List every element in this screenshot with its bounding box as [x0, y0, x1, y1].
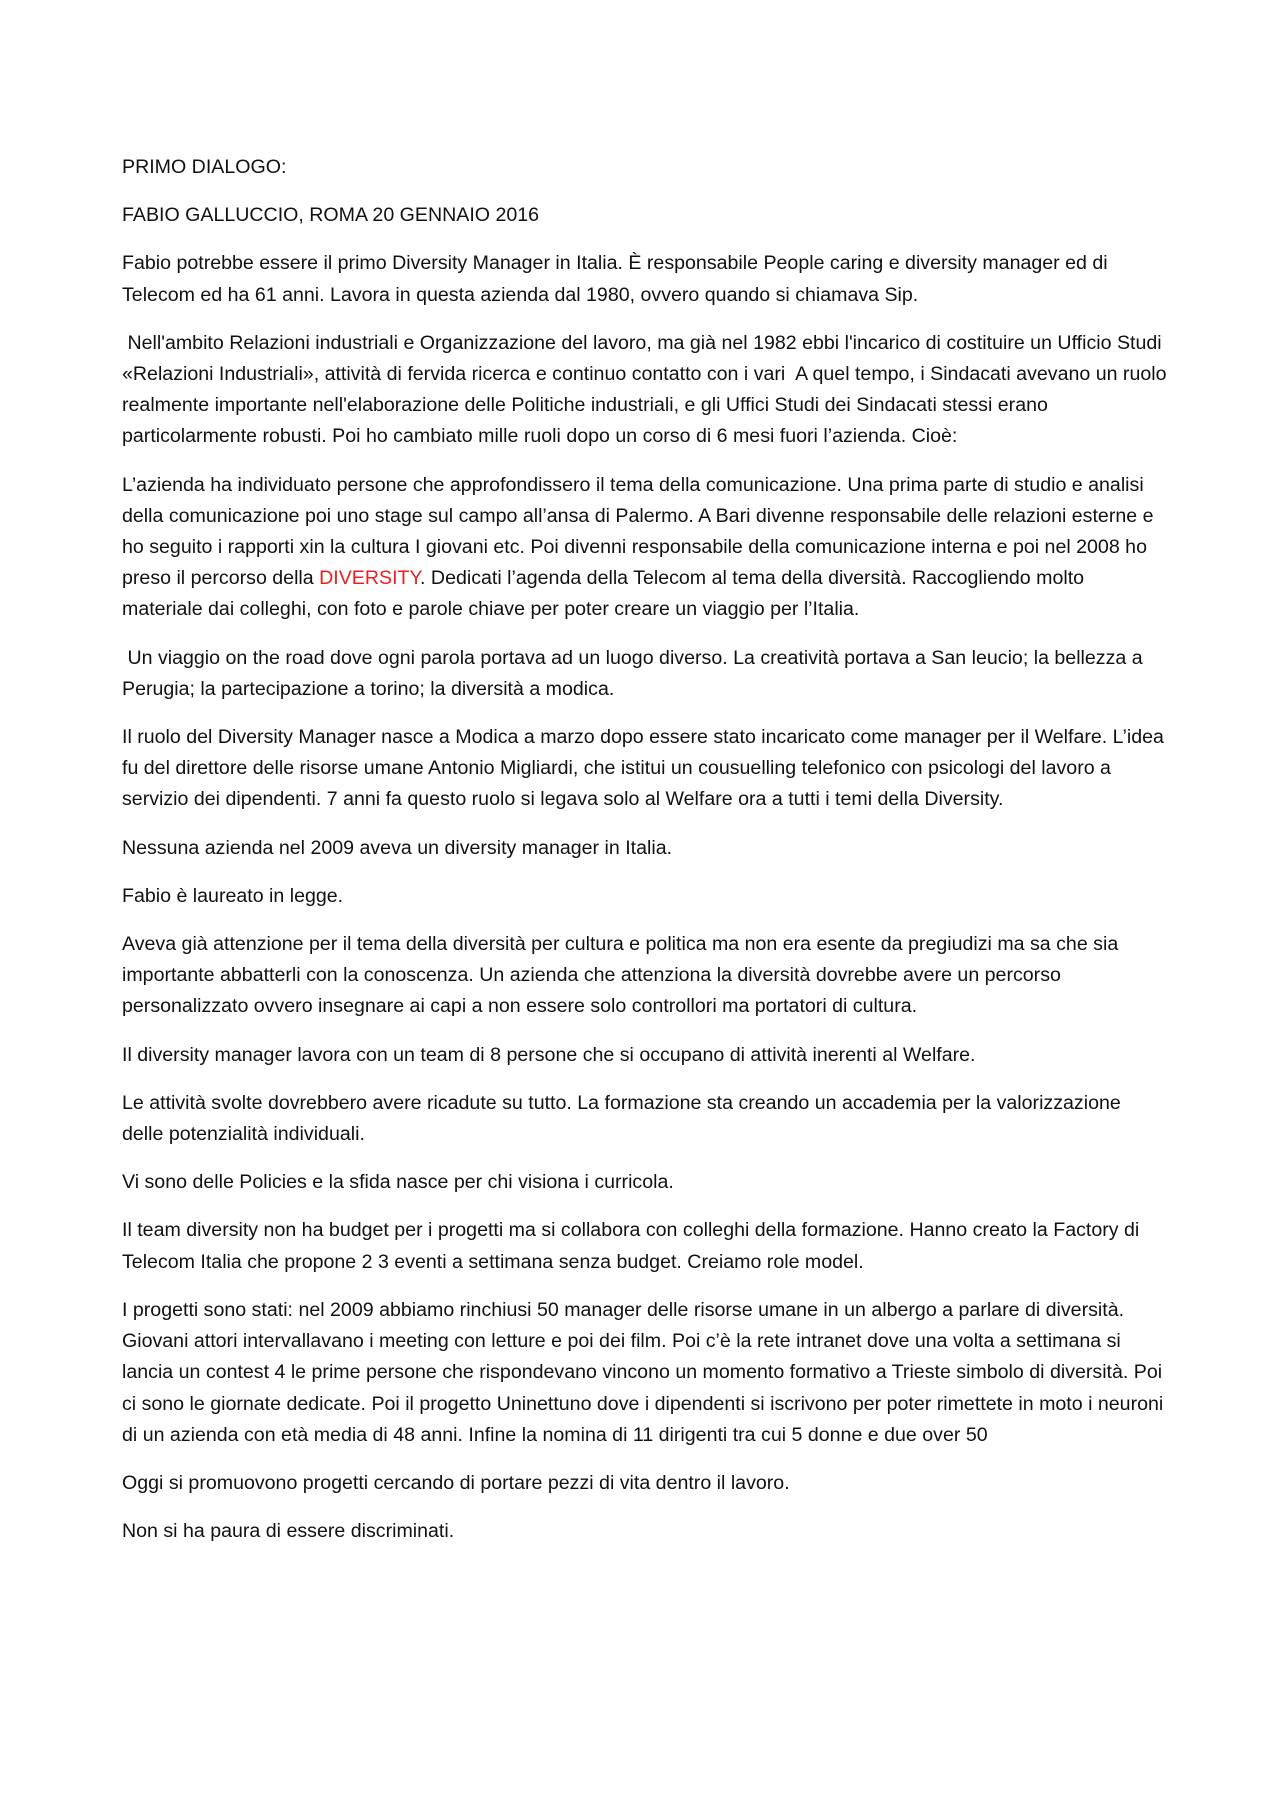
diversity-highlight: DIVERSITY [319, 567, 421, 590]
document-page [122, 152, 1172, 1564]
paragraph-15: Non si ha paura di essere discriminati. [122, 1520, 455, 1543]
paragraph-14: Oggi si promuovono progetti cercando di portare pezzi di vita dentro il lavoro. [122, 1471, 790, 1494]
paragraph-11: Vi sono delle Policies e la sfida nasce per chi visiona i curricola. [122, 1171, 674, 1194]
paragraph-9: Il diversity manager lavora con un team di 8 persone che si occupano di attività inerenti al Welfare. [122, 1043, 976, 1066]
paragraph-12: Il team diversity non ha budget per i progetti ma si collabora con colleghi della formazione. Hanno creato la Factory di Telecom Italia che propone 2 3 eventi a settimana senza budget. Creiamo role model. [122, 1219, 1140, 1273]
paragraph-10: Le attività svolte dovrebbero avere ricadute su tutto. La formazione sta creando un accademia per la valorizzazione delle potenzialità individuali. [122, 1091, 1121, 1146]
paragraph-13: I progetti sono stati: nel 2009 abbiamo rinchiusi 50 manager delle risorse umane in un albergo a parlare di diversità. Giovani attori intervallavano i meeting con letture e poi dei film. Poi c’è la rete intranet dove una volta a settimana si lancia un contest 4 le prime persone che rispondevano vincono un momento formativo a Trieste simbolo di diversità. Poi ci sono le giornate dedicate. Poi il progetto Uninettuno dove i dipendenti si iscrivono per poter rimettete in moto i neuroni di un azienda con età media di 48 anni. Infine la nomina di 11 dirigenti tra cui 5 donne e due over 50 [122, 1298, 1164, 1446]
paragraph-6: Nessuna azienda nel 2009 aveva un diversity manager in Italia. [122, 836, 673, 859]
paragraph-3 [122, 470, 1167, 626]
document-heading: PRIMO DIALOGO: [122, 156, 287, 178]
paragraph-4: Un viaggio on the road dove ogni parola portava ad un luogo diverso. La creatività portava a San leucio; la bellezza a Perugia; la partecipazione a torino; la diversità a modica. [122, 646, 1149, 700]
paragraph-5: Il ruolo del Diversity Manager nasce a Modica a marzo dopo essere stato incaricato come manager per il Welfare. L’idea fu del direttore delle risorse umane Antonio Migliardi, che istitui un cousuelling telefonico con psicologi del lavoro a servizio dei dipendenti. 7 anni fa questo ruolo si legava solo al Welfare ora a tutti i temi della Diversity. [122, 726, 1164, 811]
paragraph-2: Nell'ambito Relazioni industriali e Organizzazione del lavoro, ma già nel 1982 ebbi l'incarico di costituire un Ufficio Studi «Relazioni Industriali», attività di fervida ricerca e continuo contatto con i vari A quel tempo, i Sindacati avevano un ruolo realmente importante nell'elaborazione delle Politiche industriali, e gli Uffici Studi dei Sindacati stessi erano particolarmente robusti. Poi ho cambiato mille ruoli dopo un corso di 6 mesi fuori l’azienda. Cioè: [122, 331, 1172, 448]
paragraph-7: Fabio è laureato in legge. [122, 884, 344, 907]
paragraph-8: Aveva già attenzione per il tema della diversità per cultura e politica ma non era esente da pregiudizi ma sa che sia importante abbatterli con la conoscenza. Un azienda che attenziona la diversità dovrebbe avere un percorso personalizzato ovvero insegnare ai capi a non essere solo controllori ma portatori di cultura. [122, 933, 1119, 1018]
paragraph-3-text-before: L’azienda ha individuato persone che approfondissero il tema della comunicazione. Una prima parte di studio e analisi della comunicazione poi uno stage sul campo all’ansa di Palermo. A Bari divenne responsabile delle relazioni esterne e ho seguito i rapporti xin la cultura I giovani etc. Poi divenni responsabile della comunicazione interna e poi nel 2008 ho preso il percorso della [122, 473, 1154, 590]
document-subheading: FABIO GALLUCCIO, ROMA 20 GENNAIO 2016 [122, 204, 540, 227]
paragraph-1: Fabio potrebbe essere il primo Diversity Manager in Italia. È responsabile People caring e diversity manager ed di Telecom ed ha 61 anni. Lavora in questa azienda dal 1980, ovvero quando si chiamava Sip. [122, 252, 1108, 306]
paragraph-3-text-after: . Dedicati l’agenda della Telecom al tema della diversità. Raccogliendo molto materiale dai colleghi, con foto e parole chiave per poter creare un viaggio per l’Italia. [122, 567, 1085, 621]
